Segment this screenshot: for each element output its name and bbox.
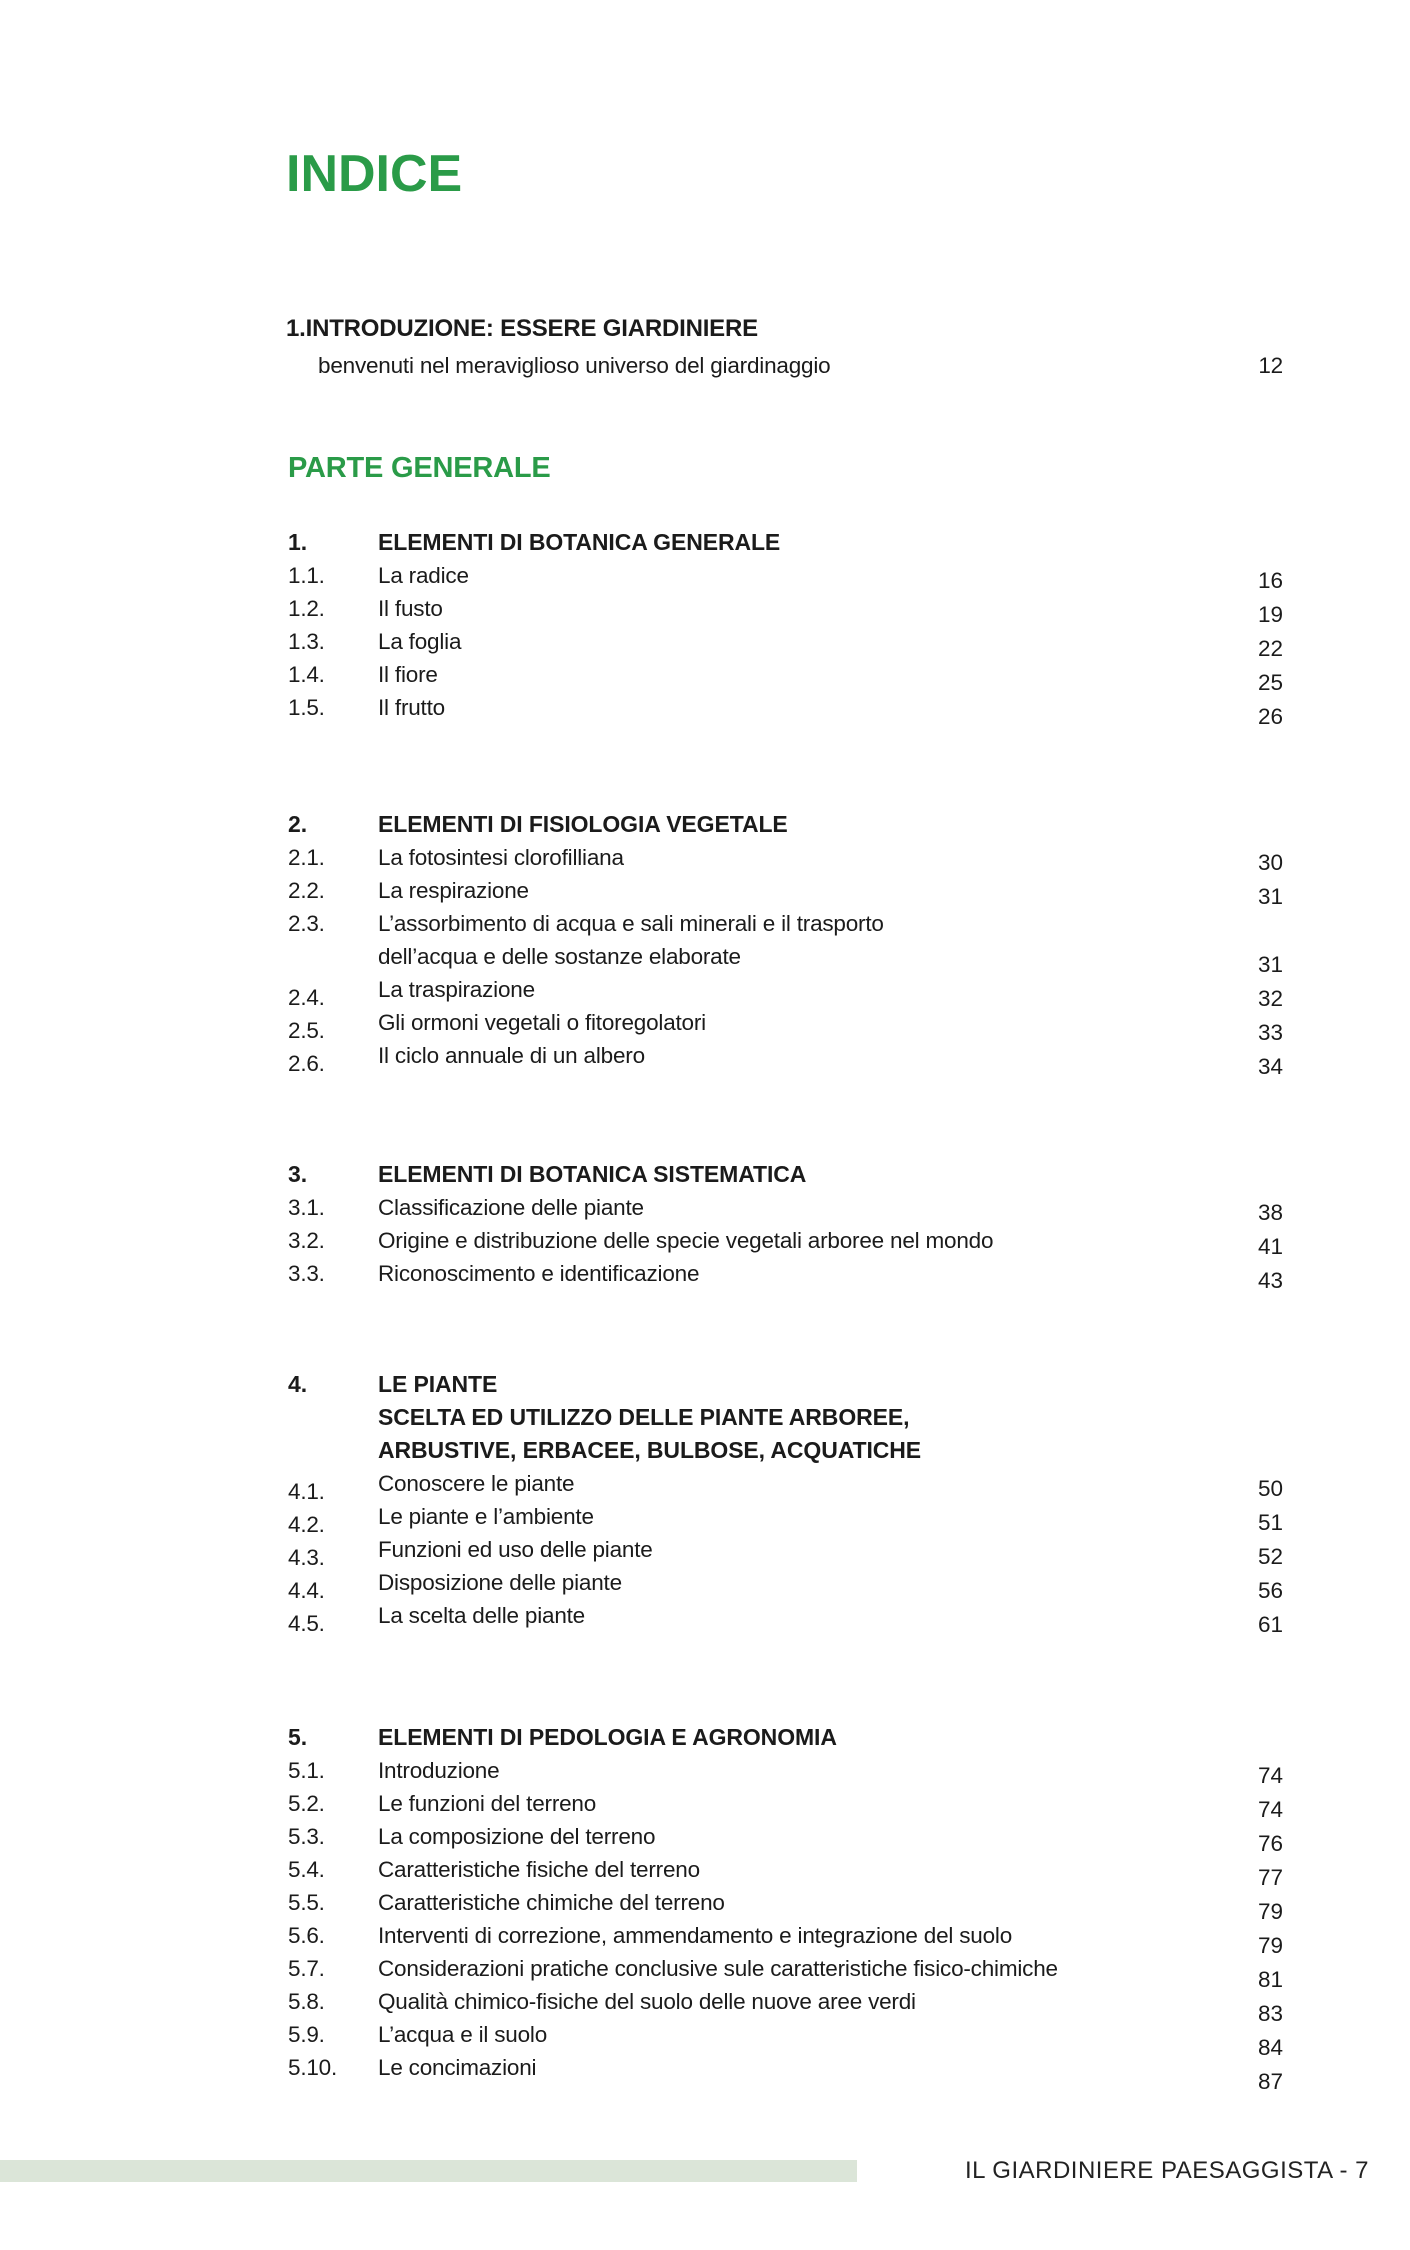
item-page: 79 bbox=[1257, 1899, 1283, 1924]
section-heading-line: ELEMENTI DI BOTANICA GENERALE bbox=[378, 529, 781, 555]
item-number: 5.6. bbox=[288, 1923, 325, 1948]
item-number: 2.5. bbox=[288, 1018, 325, 1043]
item-number: 1.3. bbox=[288, 629, 325, 654]
item-number: 5.8. bbox=[288, 1989, 325, 2014]
item-title-line: La foglia bbox=[378, 629, 462, 654]
item-page: 79 bbox=[1257, 1933, 1283, 1958]
section-number: 1. bbox=[288, 529, 307, 555]
item-title-line: La radice bbox=[378, 563, 469, 588]
item-title-line: Origine e distribuzione delle specie vegetali arboree nel mondo bbox=[378, 1228, 994, 1253]
item-title-line: Le funzioni del terreno bbox=[378, 1791, 597, 1816]
item-number: 3.1. bbox=[288, 1195, 325, 1220]
section-number: 5. bbox=[288, 1724, 307, 1750]
section-heading-line: ELEMENTI DI FISIOLOGIA VEGETALE bbox=[378, 811, 788, 837]
item-page: 25 bbox=[1257, 670, 1283, 695]
item-title-line: Interventi di correzione, ammendamento e integrazione del suolo bbox=[378, 1923, 1013, 1948]
item-page: 84 bbox=[1257, 2035, 1283, 2060]
item-page: 81 bbox=[1257, 1967, 1283, 1992]
item-number: 5.7. bbox=[288, 1956, 325, 1981]
item-page: 74 bbox=[1257, 1763, 1283, 1788]
item-number: 5.5. bbox=[288, 1890, 325, 1915]
section-heading-line: ELEMENTI DI BOTANICA SISTEMATICA bbox=[378, 1161, 807, 1187]
item-title-line: Le piante e l’ambiente bbox=[378, 1504, 594, 1529]
item-number: 5.1. bbox=[288, 1758, 325, 1783]
item-title-line: La respirazione bbox=[378, 878, 529, 903]
item-page: 26 bbox=[1257, 704, 1283, 729]
footer-accent-bar bbox=[0, 2160, 857, 2182]
item-title-line: Introduzione bbox=[378, 1758, 500, 1783]
item-page: 31 bbox=[1257, 952, 1283, 977]
section-number: 4. bbox=[288, 1371, 307, 1397]
item-number: 2.6. bbox=[288, 1051, 325, 1076]
item-title-line: Classificazione delle piante bbox=[378, 1195, 644, 1220]
item-title-line: Il fusto bbox=[378, 596, 443, 621]
item-page: 76 bbox=[1257, 1831, 1283, 1856]
page-title: INDICE bbox=[286, 145, 463, 203]
section-number: 2. bbox=[288, 811, 307, 837]
item-title-line: Il frutto bbox=[378, 695, 445, 720]
item-title-line: L’assorbimento di acqua e sali minerali e il trasporto bbox=[378, 911, 884, 936]
item-number: 4.3. bbox=[288, 1545, 325, 1570]
section-number-column bbox=[288, 808, 378, 1080]
item-title-line: L’acqua e il suolo bbox=[378, 2022, 548, 2047]
section-heading-line: LE PIANTE bbox=[378, 1371, 498, 1397]
section-number-column bbox=[288, 1158, 378, 1290]
item-page: 74 bbox=[1257, 1797, 1283, 1822]
item-number: 1.2. bbox=[288, 596, 325, 621]
section-title-column bbox=[378, 1158, 1213, 1290]
item-title-line: Caratteristiche fisiche del terreno bbox=[378, 1857, 700, 1882]
item-title-line: Disposizione delle piante bbox=[378, 1570, 622, 1595]
item-page: 51 bbox=[1257, 1510, 1283, 1535]
item-title-line: La composizione del terreno bbox=[378, 1824, 656, 1849]
section-title-column bbox=[378, 1368, 1213, 1632]
item-number: 4.4. bbox=[288, 1578, 325, 1603]
section-number-column bbox=[288, 1368, 378, 1640]
footer-text: IL GIARDINIERE PAESAGGISTA - 7 bbox=[965, 2157, 1369, 2184]
item-page: 87 bbox=[1257, 2069, 1283, 2094]
item-title-line: La fotosintesi clorofilliana bbox=[378, 845, 624, 870]
item-number: 5.2. bbox=[288, 1791, 325, 1816]
item-title-line: Conoscere le piante bbox=[378, 1471, 575, 1496]
item-page: 83 bbox=[1257, 2001, 1283, 2026]
item-number: 2.3. bbox=[288, 911, 325, 936]
section-title-column bbox=[378, 808, 1213, 1072]
item-number: 2.4. bbox=[288, 985, 325, 1010]
item-number: 3.2. bbox=[288, 1228, 325, 1253]
item-number: 1.4. bbox=[288, 662, 325, 687]
item-page: 52 bbox=[1257, 1544, 1283, 1569]
item-title-line: Il fiore bbox=[378, 662, 438, 687]
item-title-line: dell’acqua e delle sostanze elaborate bbox=[378, 944, 741, 969]
item-title-line: Riconoscimento e identificazione bbox=[378, 1261, 700, 1286]
intro-item-page: 12 bbox=[1258, 353, 1283, 378]
item-number: 4.5. bbox=[288, 1611, 325, 1636]
item-title-line: Gli ormoni vegetali o fitoregolatori bbox=[378, 1010, 706, 1035]
item-page: 38 bbox=[1257, 1200, 1283, 1225]
section-heading-line: ARBUSTIVE, ERBACEE, BULBOSE, ACQUATICHE bbox=[378, 1437, 922, 1463]
item-number: 5.9. bbox=[288, 2022, 325, 2047]
item-page: 32 bbox=[1257, 986, 1283, 1011]
item-number: 4.2. bbox=[288, 1512, 325, 1537]
item-number: 5.10. bbox=[288, 2055, 338, 2080]
item-page: 31 bbox=[1257, 884, 1283, 909]
item-page: 22 bbox=[1257, 636, 1283, 661]
item-number: 5.3. bbox=[288, 1824, 325, 1849]
item-title-line: Funzioni ed uso delle piante bbox=[378, 1537, 653, 1562]
item-title-line: La traspirazione bbox=[378, 977, 535, 1002]
item-title-line: Qualità chimico-fisiche del suolo delle nuove aree verdi bbox=[378, 1989, 916, 2014]
item-page: 34 bbox=[1257, 1054, 1283, 1079]
item-title-line: Considerazioni pratiche conclusive sule caratteristiche fisico-chimiche bbox=[378, 1956, 1058, 1981]
section-title-column bbox=[378, 1721, 1213, 2084]
item-page: 50 bbox=[1257, 1476, 1283, 1501]
item-page: 77 bbox=[1257, 1865, 1283, 1890]
section-title-column bbox=[378, 526, 1213, 724]
section-number-column bbox=[288, 526, 378, 724]
item-page: 16 bbox=[1257, 568, 1283, 593]
section-number: 3. bbox=[288, 1161, 307, 1187]
item-page: 33 bbox=[1257, 1020, 1283, 1045]
item-page: 43 bbox=[1257, 1268, 1283, 1293]
item-title-line: Il ciclo annuale di un albero bbox=[378, 1043, 645, 1068]
item-number: 1.5. bbox=[288, 695, 325, 720]
item-number: 2.2. bbox=[288, 878, 325, 903]
item-number: 4.1. bbox=[288, 1479, 325, 1504]
item-page: 19 bbox=[1257, 602, 1283, 627]
item-number: 5.4. bbox=[288, 1857, 325, 1882]
section-number-column bbox=[288, 1721, 378, 2084]
item-page: 61 bbox=[1257, 1612, 1283, 1637]
item-page: 56 bbox=[1257, 1578, 1283, 1603]
item-title-line: Caratteristiche chimiche del terreno bbox=[378, 1890, 725, 1915]
item-number: 2.1. bbox=[288, 845, 325, 870]
intro-block bbox=[286, 310, 1283, 384]
intro-item-title: benvenuti nel meraviglioso universo del giardinaggio bbox=[318, 353, 831, 378]
item-title-line: La scelta delle piante bbox=[378, 1603, 585, 1628]
intro-item bbox=[286, 347, 1283, 384]
section-heading-line: SCELTA ED UTILIZZO DELLE PIANTE ARBOREE, bbox=[378, 1404, 910, 1430]
part-heading: PARTE GENERALE bbox=[288, 452, 551, 484]
item-number: 3.3. bbox=[288, 1261, 325, 1286]
intro-heading: 1.INTRODUZIONE: ESSERE GIARDINIERE bbox=[286, 315, 758, 342]
item-page: 41 bbox=[1257, 1234, 1283, 1259]
section-heading-line: ELEMENTI DI PEDOLOGIA E AGRONOMIA bbox=[378, 1724, 837, 1750]
item-number: 1.1. bbox=[288, 563, 325, 588]
item-title-line: Le concimazioni bbox=[378, 2055, 537, 2080]
item-page: 30 bbox=[1257, 850, 1283, 875]
